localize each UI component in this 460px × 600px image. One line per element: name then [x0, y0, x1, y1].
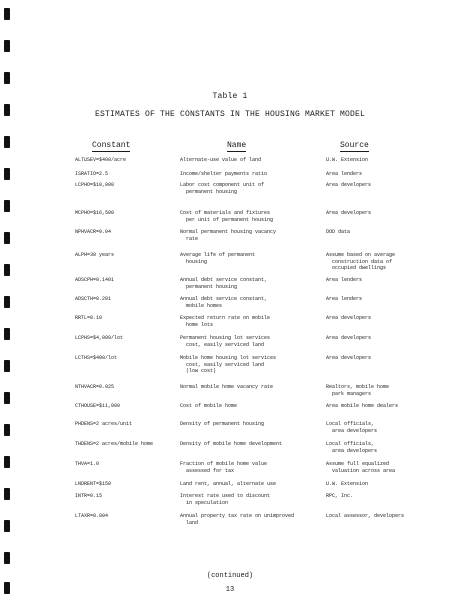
source-cell-line: Area lenders	[326, 171, 363, 177]
constant-cell	[75, 335, 175, 342]
source-cell-line: Assume based on average	[326, 252, 396, 258]
constant-cell-line: ADSCTH=0.201	[75, 296, 112, 302]
name-cell-line: in speculation	[186, 499, 229, 506]
constant-cell-line: ALPH=30 years	[75, 252, 115, 258]
punch-hole	[4, 72, 10, 84]
source-cell-line: construction data of	[332, 258, 393, 265]
source-cell-line: area developers	[332, 427, 378, 434]
source-cell	[326, 421, 436, 434]
source-cell-line: Area lenders	[326, 277, 363, 283]
constant-cell-line: PHDENS=2 acres/unit	[75, 421, 133, 427]
name-cell-line: Labor cost component unit of	[180, 182, 265, 188]
source-cell	[326, 481, 436, 488]
constant-cell-line: NTHVACR=0.025	[75, 384, 115, 390]
constant-cell-line: RRTL=0.10	[75, 315, 103, 321]
constant-cell-line: NPHVACR=0.04	[75, 229, 112, 235]
punch-hole	[4, 520, 10, 532]
constant-cell-line: ALTUSEV=$400/acre	[75, 157, 127, 163]
constant-cell	[75, 296, 175, 303]
source-cell	[326, 157, 436, 164]
punch-hole	[4, 456, 10, 468]
constant-cell-line: CTHOUSE=$11,000	[75, 403, 121, 409]
source-cell	[326, 210, 436, 217]
punch-hole	[4, 392, 10, 404]
punch-hole	[4, 360, 10, 372]
name-cell	[180, 493, 320, 506]
name-cell-line: Interest rate used to discount	[180, 493, 271, 499]
name-cell-line: assessed for tax	[186, 467, 235, 474]
source-cell-line: Area developers	[326, 182, 372, 188]
source-cell-line: Local officials,	[326, 441, 375, 447]
name-cell-line: mobile homes	[186, 302, 223, 309]
constant-cell	[75, 441, 175, 448]
source-cell	[326, 277, 436, 284]
name-cell	[180, 335, 320, 348]
name-cell-line: cost, easily serviced land	[186, 341, 265, 348]
name-cell-line: Density of mobile home development	[180, 441, 283, 447]
source-cell-line: occupied dwellings	[332, 265, 387, 272]
punch-hole	[4, 168, 10, 180]
constant-cell-line: MCPHO=$16,500	[75, 210, 115, 216]
name-cell-line: permanent housing	[186, 283, 238, 290]
punch-hole	[4, 136, 10, 148]
punch-hole	[4, 40, 10, 52]
constant-cell-line: LCPHS=$4,000/lot	[75, 335, 124, 341]
name-cell	[180, 157, 320, 164]
table-title: ESTIMATES OF THE CONSTANTS IN THE HOUSING MARKET MODEL	[94, 110, 366, 119]
source-cell	[326, 403, 436, 410]
column-header-constant: Constant	[92, 141, 131, 150]
constant-cell-line: LNDRENT=$150	[75, 481, 112, 487]
name-cell	[180, 421, 320, 428]
name-cell-line: rate	[186, 235, 199, 242]
table-label: Table 1	[212, 92, 248, 101]
source-cell	[326, 252, 436, 272]
source-cell-line: Area mobile home dealers	[326, 403, 399, 409]
source-cell-line: valuation across area	[332, 467, 396, 474]
name-cell	[180, 210, 320, 223]
name-cell-line: housing	[186, 258, 208, 265]
source-cell-line: Area developers	[326, 335, 372, 341]
name-cell-line: Cost of mobile home	[180, 403, 238, 409]
source-cell-line: park managers	[332, 390, 372, 397]
source-cell-line: DOD data	[326, 229, 351, 235]
source-cell	[326, 355, 436, 362]
punch-holes	[4, 0, 12, 600]
name-cell-line: permanent housing	[186, 188, 238, 195]
constant-cell-line: INTR=0.15	[75, 493, 103, 499]
name-cell-line: Alternate-use value of land	[180, 157, 262, 163]
name-cell	[180, 315, 320, 328]
constant-cell-line: LCTHS=$400/lot	[75, 355, 118, 361]
name-cell-line: Cost of materials and fixtures	[180, 210, 271, 216]
name-cell-line: Annual property tax rate on unimproved	[180, 513, 295, 519]
constant-cell	[75, 403, 175, 410]
constant-cell-line: ISRATIO=2.5	[75, 171, 109, 177]
name-cell-line: Land rent, annual, alternate use	[180, 481, 277, 487]
name-cell	[180, 441, 320, 448]
source-cell	[326, 315, 436, 322]
name-cell	[180, 252, 320, 265]
source-cell-line: area developers	[332, 447, 378, 454]
name-cell	[180, 355, 320, 375]
name-cell-line: home lots	[186, 321, 214, 328]
name-cell-line: Normal permanent housing vacancy	[180, 229, 277, 235]
name-cell-line: Permanent housing lot services	[180, 335, 271, 341]
constant-cell-line: LCPHO=$10,000	[75, 182, 115, 188]
source-cell-line: RPC, Inc.	[326, 493, 354, 499]
source-cell-line: Area developers	[326, 210, 372, 216]
name-cell	[180, 481, 320, 488]
source-cell-line: Realtors, mobile home	[326, 384, 390, 390]
punch-hole	[4, 264, 10, 276]
name-cell	[180, 513, 320, 526]
name-cell	[180, 171, 320, 178]
name-cell-line: Fraction of mobile home value	[180, 461, 268, 467]
source-cell-line: Area developers	[326, 355, 372, 361]
source-cell-line: Area lenders	[326, 296, 363, 302]
name-cell	[180, 182, 320, 195]
source-cell	[326, 182, 436, 189]
constant-cell	[75, 461, 175, 468]
name-cell-line: Mobile home housing lot services	[180, 355, 277, 361]
source-cell	[326, 493, 436, 500]
constant-cell	[75, 157, 175, 164]
punch-hole	[4, 200, 10, 212]
punch-hole	[4, 552, 10, 564]
source-cell	[326, 384, 436, 397]
name-cell-line: Normal mobile home vacancy rate	[180, 384, 274, 390]
punch-hole	[4, 488, 10, 500]
page-number: 13	[225, 586, 235, 594]
constant-cell	[75, 252, 175, 259]
name-cell-line: per unit of permanent housing	[186, 216, 274, 223]
name-cell	[180, 229, 320, 242]
constant-cell	[75, 481, 175, 488]
constant-cell	[75, 171, 175, 178]
constant-cell	[75, 182, 175, 189]
source-cell	[326, 229, 436, 236]
source-cell-line: Local assessor, developers	[326, 513, 405, 519]
name-cell-line: land	[186, 519, 199, 526]
source-cell-line: Area developers	[326, 315, 372, 321]
source-cell	[326, 441, 436, 454]
name-cell	[180, 277, 320, 290]
constant-cell-line: LTAXR=0.004	[75, 513, 109, 519]
name-cell	[180, 461, 320, 474]
name-cell-line: Average life of permanent	[180, 252, 256, 258]
constant-cell-line: ADSCPH=0.1401	[75, 277, 115, 283]
source-cell-line: U.W. Extension	[326, 157, 369, 163]
source-cell	[326, 461, 436, 474]
constant-cell-line: THVA=1.0	[75, 461, 100, 467]
constant-cell	[75, 315, 175, 322]
name-cell	[180, 384, 320, 391]
punch-hole	[4, 424, 10, 436]
punch-hole	[4, 296, 10, 308]
punch-hole	[4, 232, 10, 244]
name-cell-line: Annual debt service constant,	[180, 277, 268, 283]
continued-note: (continued)	[206, 572, 254, 580]
name-cell-line: (low cost)	[186, 368, 217, 375]
source-cell	[326, 513, 436, 520]
name-cell-line: Expected return rate on mobile	[180, 315, 271, 321]
constant-cell	[75, 421, 175, 428]
source-cell-line: Assume full equalized	[326, 461, 390, 467]
source-cell	[326, 335, 436, 342]
column-header-source: Source	[340, 141, 369, 150]
source-cell	[326, 171, 436, 178]
constant-cell	[75, 277, 175, 284]
source-cell	[326, 296, 436, 303]
constant-cell	[75, 493, 175, 500]
name-cell-line: Density of permanent housing	[180, 421, 265, 427]
name-cell	[180, 403, 320, 410]
column-header-name: Name	[227, 141, 247, 150]
constant-cell	[75, 229, 175, 236]
constant-cell	[75, 210, 175, 217]
name-cell-line: cost, easily serviced land	[186, 361, 265, 368]
constant-cell	[75, 513, 175, 520]
name-cell-line: Annual debt service constant,	[180, 296, 268, 302]
source-cell-line: U.W. Extension	[326, 481, 369, 487]
name-cell-line: Income/shelter payments ratio	[180, 171, 268, 177]
punch-hole	[4, 8, 10, 20]
punch-hole	[4, 328, 10, 340]
constant-cell	[75, 355, 175, 362]
constant-cell	[75, 384, 175, 391]
constant-cell-line: THDENS=2 acres/mobile home	[75, 441, 154, 447]
name-cell	[180, 296, 320, 309]
source-cell-line: Local officials,	[326, 421, 375, 427]
